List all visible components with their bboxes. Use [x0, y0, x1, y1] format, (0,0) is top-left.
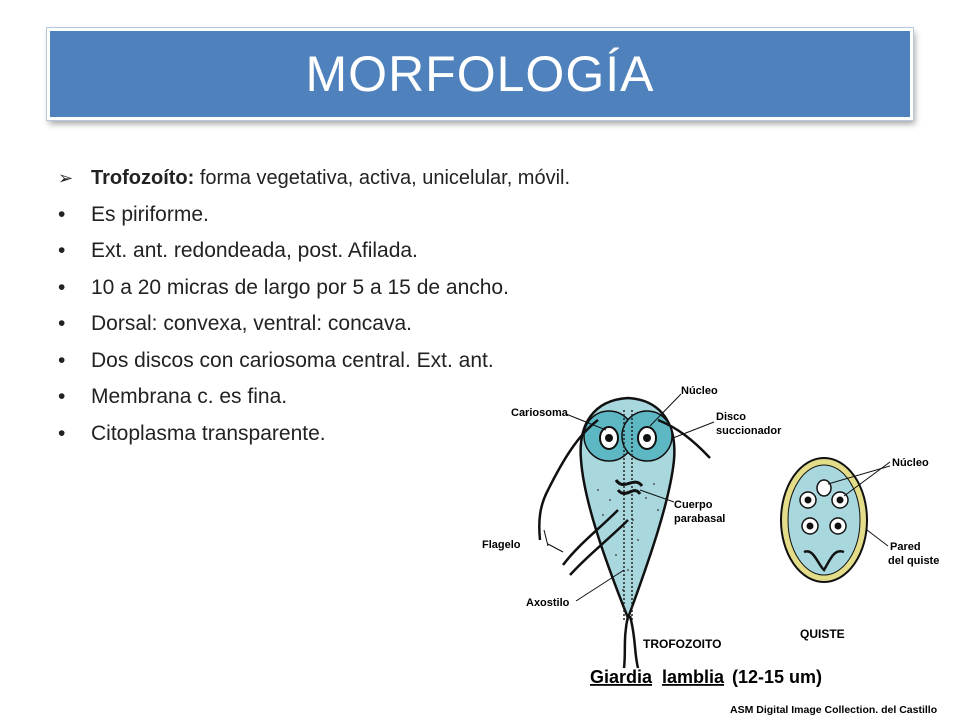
- species-name: lamblia: [662, 667, 725, 687]
- cyst-illustration: [781, 457, 939, 641]
- bullet-item: [58, 160, 570, 197]
- bullet-dot-icon: •: [58, 202, 66, 226]
- bullet-item: [58, 343, 570, 380]
- flagellum: [624, 616, 628, 668]
- label-cyst-wall: del quiste: [888, 555, 940, 567]
- bullet-text: Citoplasma transparente.: [91, 421, 326, 445]
- bullet-dot-icon: •: [58, 275, 66, 299]
- label-nucleus: Núcleo: [681, 385, 718, 397]
- label-sucker-disc: succionador: [716, 425, 782, 437]
- cyst-nucleus: [817, 480, 831, 496]
- flagellum: [630, 616, 638, 668]
- bullet-text: Dos discos con cariosoma central. Ext. ant.: [91, 348, 494, 372]
- bullet-text: Membrana c. es fina.: [91, 385, 288, 408]
- label-parabasal: Cuerpo: [674, 499, 713, 511]
- label-cyst-wall: Pared: [890, 541, 921, 553]
- cyst-karyosome: [835, 523, 842, 530]
- title-bar: [47, 28, 913, 120]
- bullet-item: [58, 233, 570, 270]
- cyst-karyosome: [805, 497, 812, 504]
- label-axostyle: Axostilo: [526, 597, 570, 609]
- image-credit: ASM Digital Image Collection. del Castillo: [730, 704, 938, 716]
- label-cyst: QUISTE: [800, 627, 845, 641]
- arrow-bullet-icon: ➢: [58, 168, 74, 188]
- label-cariosoma: Cariosoma: [511, 407, 568, 419]
- giardia-diagram: [478, 380, 960, 720]
- label-flagellum: Flagelo: [482, 539, 521, 551]
- cyst-karyosome: [837, 497, 844, 504]
- label-parabasal: parabasal: [674, 513, 726, 525]
- species-size: (12-15 um): [732, 667, 823, 687]
- species-genus: Giardia: [590, 667, 653, 687]
- bullet-item: [58, 197, 570, 234]
- bullet-dot-icon: •: [58, 385, 66, 408]
- cyst-karyosome: [807, 523, 814, 530]
- bullet-text: forma vegetativa, activa, unicelular, móvil.: [194, 167, 571, 189]
- bullet-text: Dorsal: convexa, ventral: concava.: [91, 312, 412, 335]
- trophozoite-illustration: [482, 385, 782, 668]
- slide-title: MORFOLOGÍA: [305, 46, 655, 102]
- bullet-text: 10 a 20 micras de largo por 5 a 15 de ancho.: [91, 275, 509, 299]
- bullet-dot-icon: •: [58, 348, 66, 372]
- bullet-item: [58, 270, 570, 307]
- bullet-bold-term: Trofozoíto:: [91, 167, 195, 189]
- label-cyst-nucleus: Núcleo: [892, 457, 929, 469]
- bullet-text: Es piriforme.: [91, 202, 209, 226]
- bullet-dot-icon: •: [58, 421, 66, 445]
- bullet-dot-icon: •: [58, 239, 66, 262]
- karyosome-right: [643, 434, 651, 442]
- bullet-text: Ext. ant. redondeada, post. Afilada.: [91, 239, 418, 262]
- bullet-dot-icon: •: [58, 312, 66, 335]
- label-trophozoite: TROFOZOITO: [643, 637, 722, 651]
- label-sucker-disc: Disco: [716, 411, 746, 423]
- karyosome-left: [605, 434, 613, 442]
- bullet-item: [58, 306, 570, 343]
